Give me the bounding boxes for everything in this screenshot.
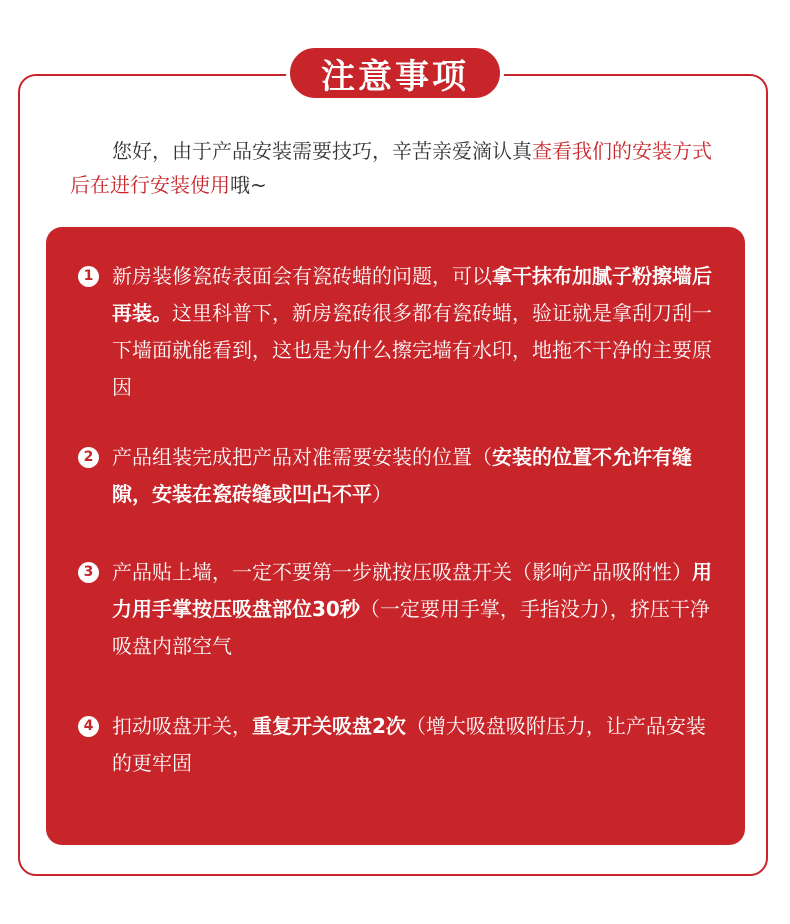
note-bold-text: 用力用手掌按压吸盘部位30秒: [112, 560, 712, 621]
note-text: 这里科普下，新房瓷砖很多都有瓷砖蜡，验证就是拿刮刀刮一下墙面就能看到，这也是为什么擦完墙有水印，地拖不干净的主要原因: [112, 301, 712, 399]
note-item-4: [78, 708, 718, 782]
note-text: 新房装修瓷砖表面会有瓷砖蜡的问题，可以: [112, 264, 492, 288]
number-badge: 3: [78, 562, 99, 583]
note-bold-text: 重复开关吸盘2次: [252, 714, 406, 738]
note-text: （增大吸盘吸附压力，让产品安装的更牢固: [112, 714, 706, 775]
note-text: 产品贴上墙，一定不要第一步就按压吸盘开关（影响产品吸附性）: [112, 560, 692, 584]
number-badge: 2: [78, 447, 99, 468]
intro-highlight: 查看我们的安装方式后在进行安装使用: [70, 139, 712, 197]
note-bold-text: 拿干抹布加腻子粉擦墙后再装。: [112, 264, 712, 325]
note-text: 产品组装完成把产品对准需要安装的位置（: [112, 445, 492, 469]
note-item-3: [78, 554, 718, 665]
intro-tail: 哦~: [230, 173, 267, 197]
note-bold-text: 安装的位置不允许有缝隙，安装在瓷砖缝或凹凸不平: [112, 445, 692, 506]
intro-text: 您好，由于产品安装需要技巧，辛苦亲爱滴认真: [112, 139, 532, 163]
number-badge: 4: [78, 716, 99, 737]
note-item-1: [78, 258, 718, 406]
intro-paragraph: [70, 134, 720, 202]
number-badge: 1: [78, 266, 99, 287]
notes-panel: [46, 227, 745, 845]
note-text: （一定要用手掌，手指没力），挤压干净吸盘内部空气: [112, 597, 710, 658]
note-text: 扣动吸盘开关，: [112, 714, 252, 738]
page-title: 注意事项: [286, 44, 504, 102]
note-text: ）: [372, 482, 392, 506]
note-item-2: [78, 439, 718, 513]
